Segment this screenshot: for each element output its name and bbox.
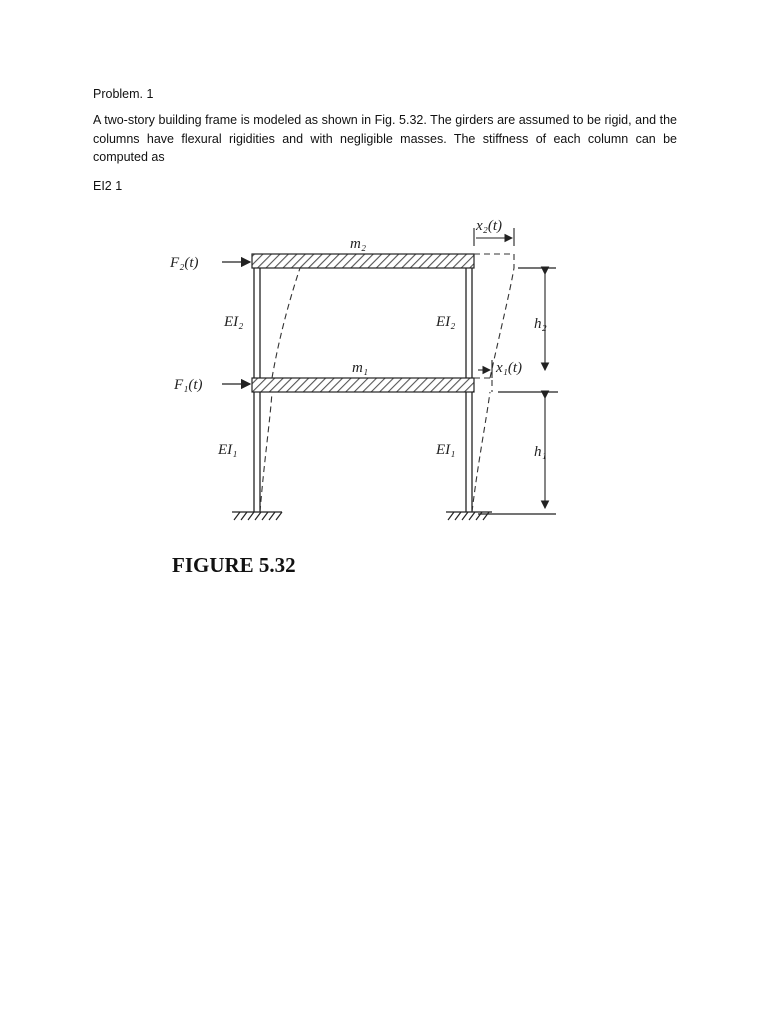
disp-top-label: x₂(t) — [476, 218, 503, 234]
frame-diagram — [160, 212, 580, 582]
rigidity-top-right-label: EI₂ — [436, 314, 456, 330]
equation-line: EI2 1 — [93, 179, 123, 193]
bottom-girder — [252, 378, 474, 392]
problem-heading: Problem. 1 — [93, 87, 154, 101]
mass-bottom-label: m₁ — [352, 360, 369, 376]
disp-bottom-label: x₁(t) — [496, 360, 523, 376]
force-bottom-label: F₁(t) — [174, 377, 203, 393]
mass-top-label: m₂ — [350, 236, 367, 252]
figure-caption: FIGURE 5.32 — [172, 553, 296, 577]
right-ground-support — [446, 512, 492, 520]
rigidity-bottom-left-label: EI₁ — [218, 442, 238, 458]
left-ground-support — [232, 512, 282, 520]
height-bottom-label: h₁ — [534, 444, 547, 460]
rigidity-top-left-label: EI₂ — [224, 314, 244, 330]
height-top-label: h₂ — [534, 316, 547, 332]
problem-statement: A two-story building frame is modeled as shown in Fig. 5.32. The girders are assumed to be rigid, and the columns have flexural rigidities and with negligible masses. The stiffness of each column can be computed as — [93, 113, 677, 164]
rigidity-bottom-right-label: EI₁ — [436, 442, 456, 458]
force-top-label: F₂(t) — [170, 255, 199, 271]
top-girder — [252, 254, 474, 268]
displacement-bottom-indicator — [478, 360, 492, 378]
frame-figure — [160, 212, 580, 582]
